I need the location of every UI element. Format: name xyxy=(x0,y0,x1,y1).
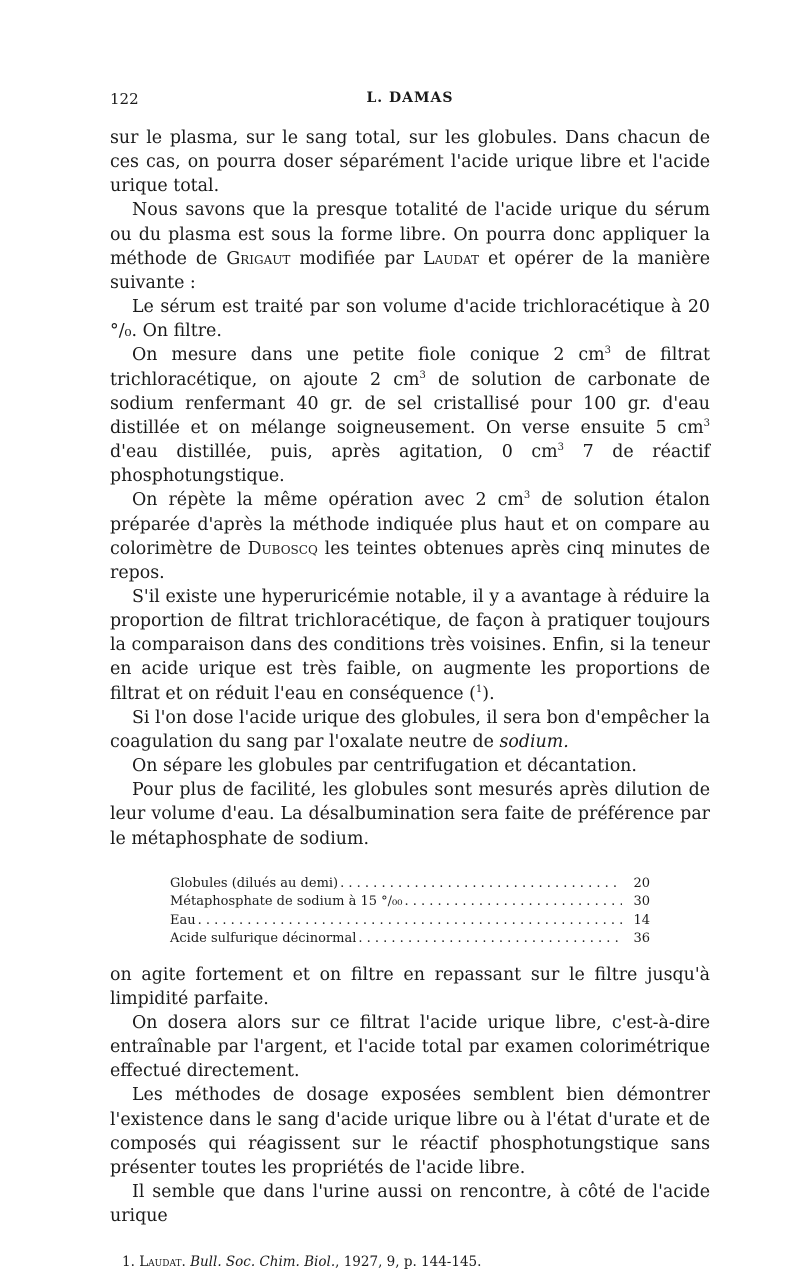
running-head: L. DAMAS xyxy=(366,90,454,106)
reagent-table xyxy=(170,875,650,949)
page-number: 122 xyxy=(110,90,139,108)
paragraph: Il semble que dans l'urine aussi on rencontre, à côté de l'acide urique xyxy=(110,1182,710,1227)
paragraph: Nous savons que la presque totalité de l'acide urique du sérum ou du plasma est sous la forme libre. On pourra donc appliquer la méthode de Grigaut modifiée par Laudat et opérer de la manière suivante : xyxy=(110,200,710,293)
author-name: Duboscq xyxy=(247,538,318,559)
paragraph: On dosera alors sur ce filtrat l'acide urique libre, c'est-à-dire entraînable par l'argent, et l'acide total par examen colorimétrique effectué directement. xyxy=(110,1013,710,1082)
table-row: Métaphosphate de sodium à 15 °/₀₀ . . . 30 xyxy=(170,893,650,912)
paragraph: On mesure dans une petite fiole conique 2 $cm^3$ de filtrat trichloracétique, on ajoute 2 $cm^3$ de solution de carbonate de sodium renfermant 40 gr. de sel cristallisé pour 100 gr. d'eau distillée et on mélange soigneusement. On verse ensuite 5 $cm^3$ d'eau distillée, puis, après agitation, 0 $cm^3$ 7 de réactif phosphotungstique. xyxy=(110,345,710,487)
table-row: Acide sulfurique décinormal . . . 36 xyxy=(170,930,650,949)
footnote-ref: 1 xyxy=(475,683,483,695)
paragraph: Les méthodes de dosage exposées semblent bien démontrer l'existence dans le sang d'acide urique libre ou à l'état d'urate et de composés qui réagissent sur le réactif phosphotungstique sans présenter toutes les propriétés de l'acide libre. xyxy=(110,1085,710,1178)
document-page xyxy=(110,86,710,1270)
paragraph: Le sérum est traité par son volume d'acide trichloracétique à 20 °/₀. On filtre. xyxy=(110,297,710,342)
author-name: Laudat. xyxy=(139,1254,186,1271)
paragraph: S'il existe une hyperuricémie notable, il y a avantage à réduire la proportion de filtrat trichloracétique, de façon à pratiquer toujours la comparaison dans des conditions très voisines. Enfin, si la teneur en acide urique est très faible, on augmente les proportions de filtrat et on réduit l'eau en conséquence ($^1$). xyxy=(110,586,710,704)
journal-title: Bull. Soc. Chim. Biol. xyxy=(190,1254,336,1271)
paragraph: on agite fortement et on filtre en repassant sur le filtre jusqu'à limpidité parfaite. xyxy=(110,964,710,1009)
paragraph: Si l'on dose l'acide urique des globules, il sera bon d'empêcher la coagulation du sang par l'oxalate neutre de sodium. xyxy=(110,707,710,752)
body-text xyxy=(110,126,710,1228)
table-row: Globules (dilués au demi) . . . 20 xyxy=(170,875,650,894)
page-header xyxy=(110,86,710,112)
paragraph: Pour plus de facilité, les globules sont mesurés après dilution de leur volume d'eau. La désalbumination sera faite de préférence par le métaphosphate de sodium. xyxy=(110,780,710,849)
paragraph: On sépare les globules par centrifugation et décantation. xyxy=(132,756,637,777)
paragraph: On répète la même opération avec 2 $cm^3$ de solution étalon préparée d'après la méthode indiquée plus haut et on compare au colorimètre de Duboscq les teintes obtenues après cinq minutes de repos. xyxy=(110,490,710,583)
author-name: Laudat xyxy=(423,248,479,269)
table-row: Eau . . . 14 xyxy=(170,912,650,931)
footnote: 1. Laudat. Bull. Soc. Chim. Biol., 1927, 9, p. 144-145. xyxy=(122,1254,482,1271)
paragraph: sur le plasma, sur le sang total, sur les globules. Dans chacun de ces cas, on pourra doser séparément l'acide urique libre et l'acide urique total. xyxy=(110,128,710,197)
author-name: Grigaut xyxy=(226,248,291,269)
